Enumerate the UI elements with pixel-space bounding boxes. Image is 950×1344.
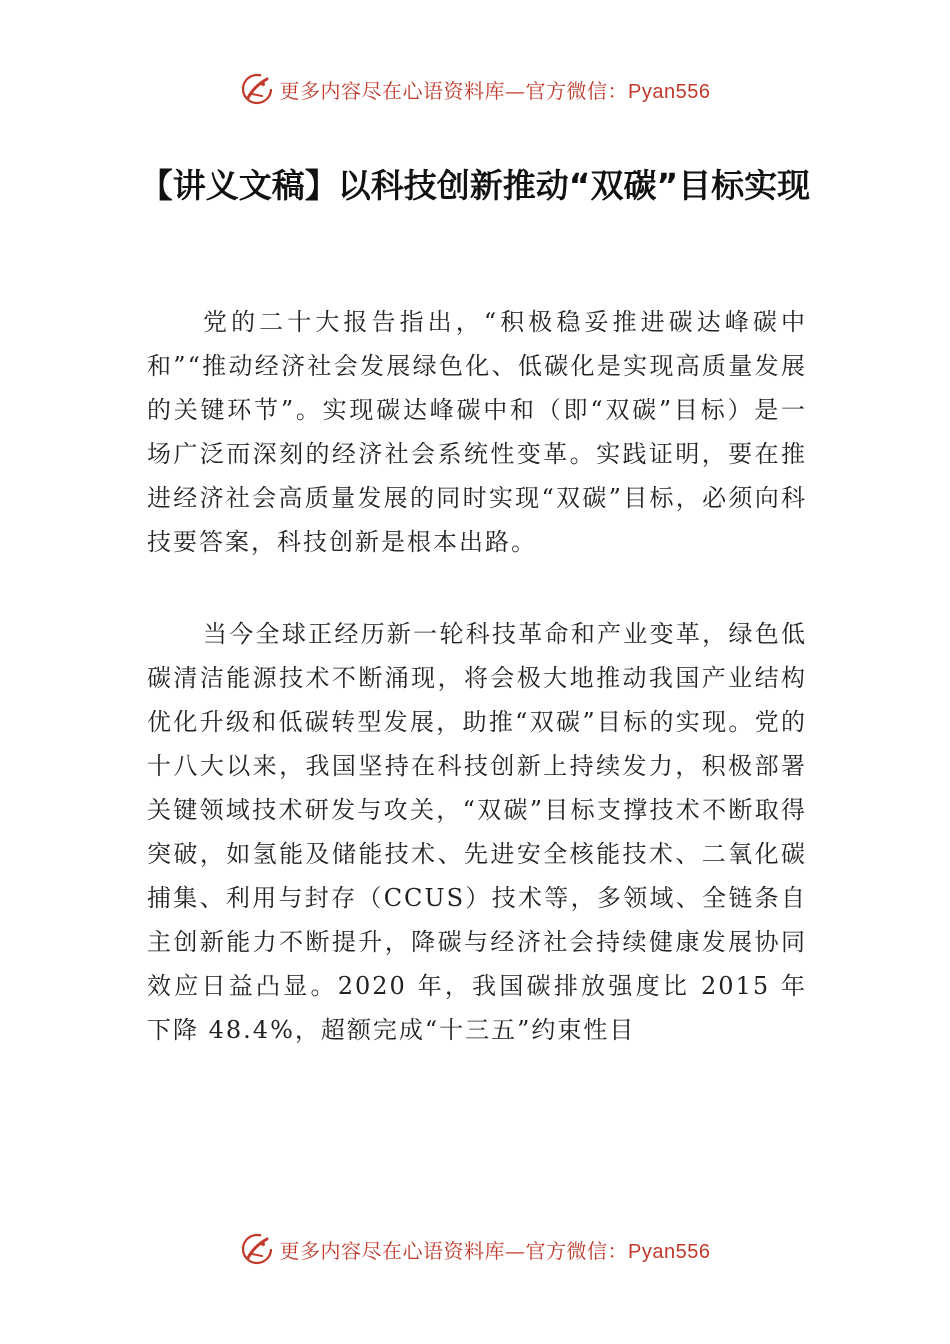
header-wechat-id: Pyan556 xyxy=(628,80,711,103)
brush-logo-icon xyxy=(240,72,274,106)
paragraph-2: 当今全球正经历新一轮科技革命和产业变革，绿色低碳清洁能源技术不断涌现，将会极大地推动我国产业结构优化升级和低碳转型发展，助推“双碳”目标的实现。党的十八大以来，我国坚持在科技创新上持续发力，积极部署关键领域技术研发与攻关，“双碳”目标支撑技术不断取得突破，如氢能及储能技术、先进安全核能技术、二氧化碳捕集、利用与封存（CCUS）技术等，多领域、全链条自主创新能力不断提升，降碳与经济社会持续健康发展协同效应日益凸显。2020 年，我国碳排放强度比 2015 年下降 48.4%，超额完成“十三五”约束性目 xyxy=(147,620,807,1044)
header-banner xyxy=(0,72,950,106)
footer-banner xyxy=(0,1232,950,1266)
brush-logo-icon xyxy=(240,1232,274,1266)
header-banner-text xyxy=(280,75,711,104)
footer-wechat-id: Pyan556 xyxy=(628,1240,711,1263)
paragraph-1: 党的二十大报告指出，“积极稳妥推进碳达峰碳中和”“推动经济社会发展绿色化、低碳化是实现高质量发展的关键环节”。实现碳达峰碳中和（即“双碳”目标）是一场广泛而深刻的经济社会系统性变革。实践证明，要在推进经济社会高质量发展的同时实现“双碳”目标，必须向科技要答案，科技创新是根本出路。 xyxy=(147,308,807,556)
header-slogan: 更多内容尽在心语资料库—官方微信： xyxy=(279,78,629,103)
document-title: 【讲义文稿】以科技创新推动“双碳”目标实现 xyxy=(139,166,811,205)
footer-banner-text xyxy=(280,1235,711,1264)
footer-slogan: 更多内容尽在心语资料库—官方微信： xyxy=(279,1238,629,1263)
